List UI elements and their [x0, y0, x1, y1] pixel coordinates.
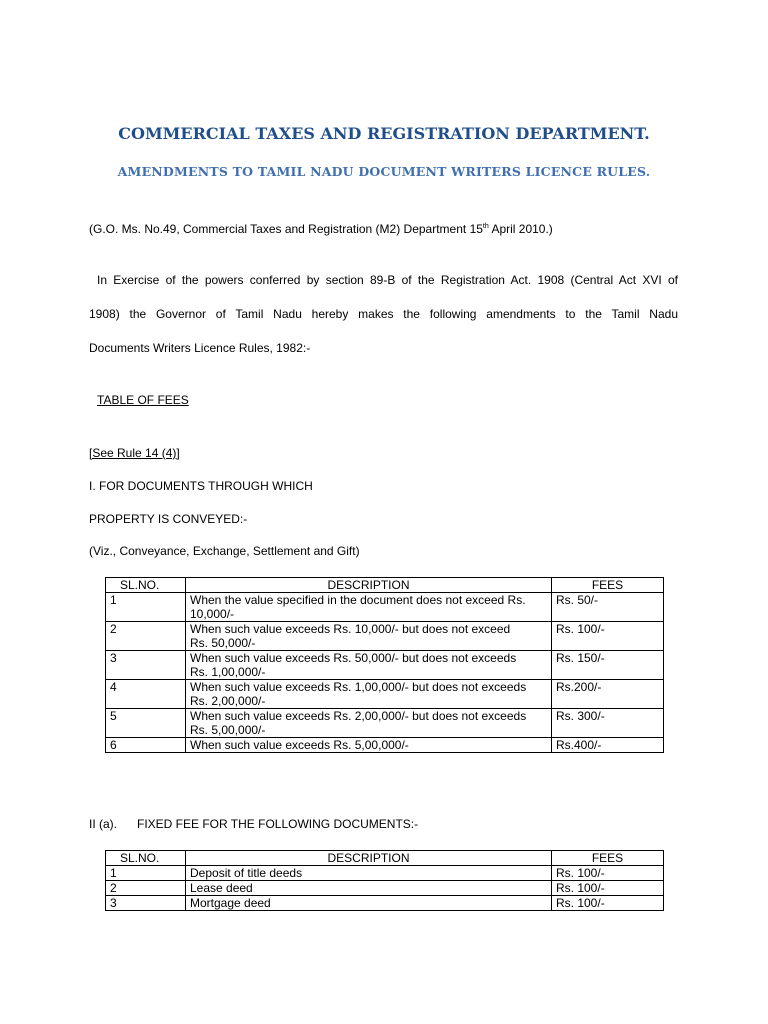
go-reference-sup: th: [482, 223, 489, 230]
row-fee: Rs. 100/-: [552, 881, 664, 896]
row-fee: Rs. 300/-: [552, 709, 664, 738]
row-fee: Rs. 50/-: [552, 593, 664, 622]
row-slno: 2: [106, 881, 186, 896]
row-description: [186, 680, 552, 709]
intro-line-2: 1908) the Governor of Tamil Nadu hereby makes the following amendments to the Tamil Nadu: [89, 307, 678, 321]
header-fees: FEES: [552, 578, 664, 593]
row-description: Lease deed: [186, 881, 552, 896]
row-slno: 3: [106, 896, 186, 911]
row-description-line1: When the value specified in the document does not exceed Rs.: [190, 593, 526, 607]
header-slno: SL.NO.: [106, 851, 186, 866]
row-description-line1: When such value exceeds Rs. 10,000/- but does not exceed: [190, 622, 511, 636]
go-reference: [89, 222, 553, 236]
table-row: [106, 896, 664, 911]
row-description-line2: Rs. 50,000/-: [190, 636, 256, 650]
row-slno: 1: [106, 593, 186, 622]
row-description-line2: 10,000/-: [190, 607, 235, 621]
section1-note: (Viz., Conveyance, Exchange, Settlement and Gift): [89, 544, 360, 558]
header-slno: SL.NO.: [106, 578, 186, 593]
header-description: DESCRIPTION: [186, 578, 552, 593]
row-fee: Rs. 100/-: [552, 896, 664, 911]
table-row: [106, 593, 664, 622]
department-title: COMMERCIAL TAXES AND REGISTRATION DEPARTMENT.: [118, 124, 650, 143]
rule-reference: [See Rule 14 (4)]: [89, 446, 180, 460]
row-slno: 4: [106, 680, 186, 709]
table-row: [106, 651, 664, 680]
section1-heading-line2: PROPERTY IS CONVEYED:-: [89, 512, 248, 526]
fees-table-fixed: [105, 850, 664, 911]
row-description: Mortgage deed: [186, 896, 552, 911]
header-description: DESCRIPTION: [186, 851, 552, 866]
table-row: [106, 866, 664, 881]
row-fee: Rs. 150/-: [552, 651, 664, 680]
table-row: [106, 738, 664, 753]
row-description-line1: When such value exceeds Rs. 1,00,000/- but does not exceeds: [190, 680, 527, 694]
row-slno: 1: [106, 866, 186, 881]
row-description-line1: When such value exceeds Rs. 2,00,000/- but does not exceeds: [190, 709, 527, 723]
table-header-row: [106, 851, 664, 866]
row-description: When such value exceeds Rs. 5,00,000/-: [186, 738, 552, 753]
row-description: [186, 651, 552, 680]
row-description: [186, 709, 552, 738]
row-description-line2: Rs. 1,00,000/-: [190, 665, 266, 679]
table-row: [106, 709, 664, 738]
row-description: [186, 622, 552, 651]
header-fees: FEES: [552, 851, 664, 866]
go-reference-date: April 2010.): [488, 222, 553, 236]
row-fee: Rs. 100/-: [552, 622, 664, 651]
row-description: [186, 593, 552, 622]
table-header-row: [106, 578, 664, 593]
section2-label: II (a).: [89, 817, 118, 831]
row-description-line2: Rs. 2,00,000/-: [190, 694, 266, 708]
row-fee: Rs.400/-: [552, 738, 664, 753]
section1-heading-line1: I. FOR DOCUMENTS THROUGH WHICH: [89, 479, 313, 493]
go-reference-main: (G.O. Ms. No.49, Commercial Taxes and Registration (M2) Department 15: [89, 222, 483, 236]
table-row: [106, 881, 664, 896]
amendment-subtitle: AMENDMENTS TO TAMIL NADU DOCUMENT WRITERS LICENCE RULES.: [117, 164, 651, 179]
intro-line-3: Documents Writers Licence Rules, 1982:-: [89, 341, 311, 355]
table-row: [106, 622, 664, 651]
section2-heading: FIXED FEE FOR THE FOLLOWING DOCUMENTS:-: [137, 817, 419, 831]
row-slno: 2: [106, 622, 186, 651]
row-fee: Rs. 100/-: [552, 866, 664, 881]
table-row: [106, 680, 664, 709]
fees-table-conveyance: [105, 577, 664, 753]
row-description: Deposit of title deeds: [186, 866, 552, 881]
row-slno: 5: [106, 709, 186, 738]
row-fee: Rs.200/-: [552, 680, 664, 709]
row-description-line2: Rs. 5,00,000/-: [190, 723, 266, 737]
row-slno: 3: [106, 651, 186, 680]
intro-line-1: In Exercise of the powers conferred by section 89-B of the Registration Act. 1908 (Central Act XVI of: [97, 273, 678, 287]
row-description-line1: When such value exceeds Rs. 50,000/- but does not exceeds: [190, 651, 517, 665]
row-slno: 6: [106, 738, 186, 753]
table-of-fees-heading: TABLE OF FEES: [97, 393, 189, 407]
